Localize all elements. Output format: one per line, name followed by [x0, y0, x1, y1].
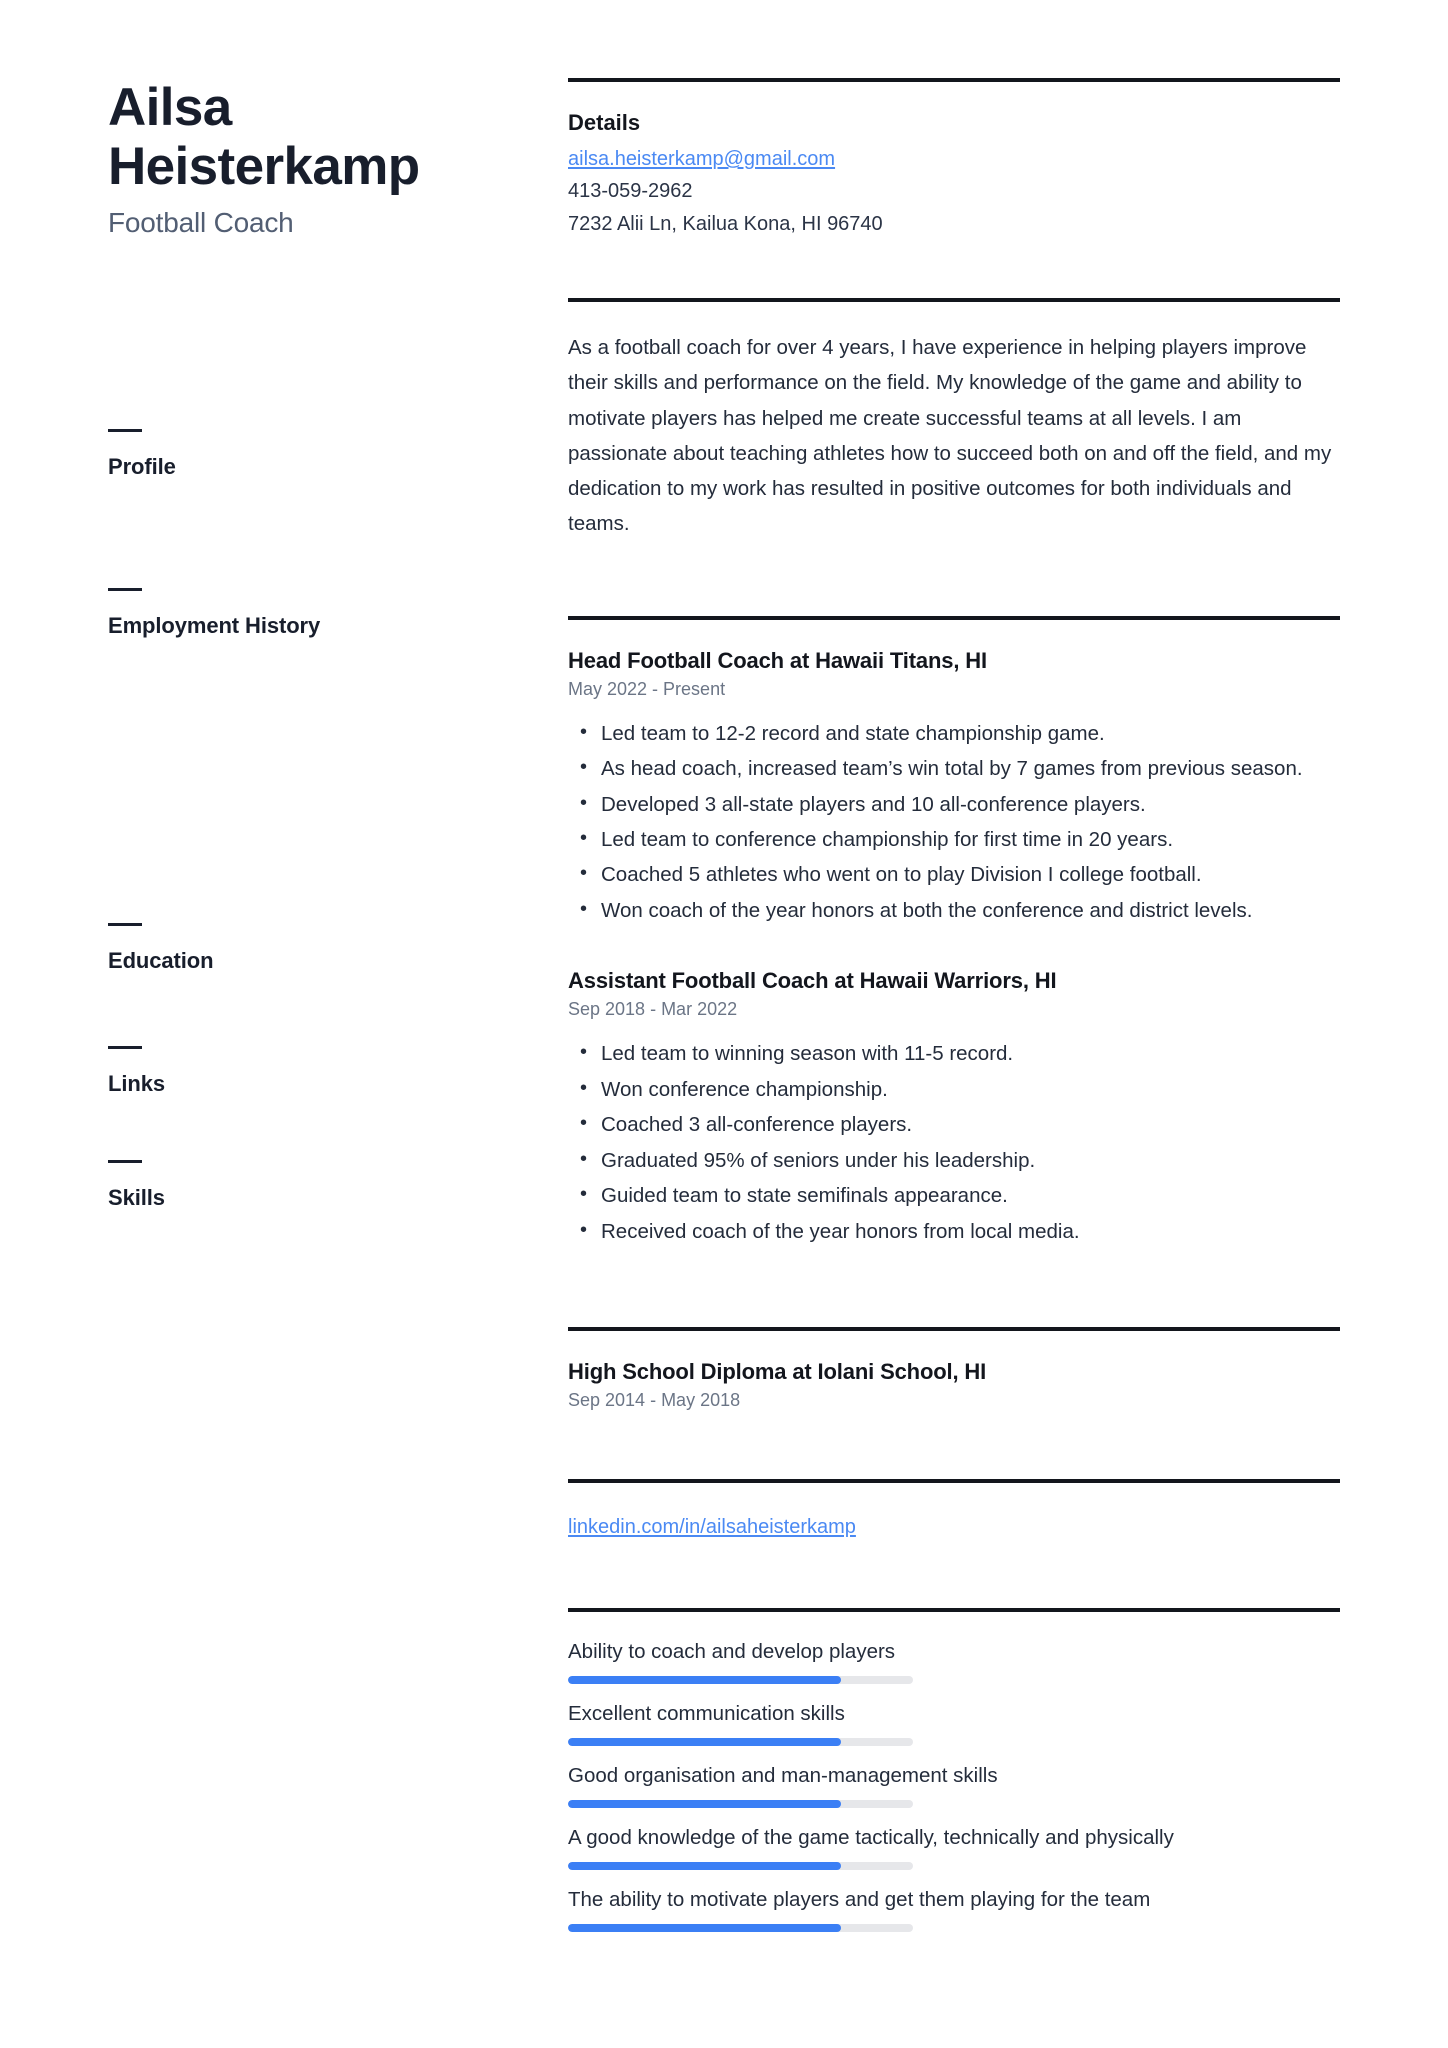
dash-icon: [108, 429, 142, 432]
linkedin-link[interactable]: [568, 1511, 1340, 1543]
skill-row: [568, 1640, 1340, 1684]
spacer: [568, 1255, 1340, 1327]
skill-progress-track: [568, 1738, 913, 1746]
list-item: • Guided team to state semifinals appearance.: [568, 1178, 1338, 1213]
education-entry: [568, 1359, 1340, 1411]
skill-progress-fill: [568, 1862, 841, 1870]
spacer: [568, 240, 1340, 298]
skill-row: [568, 1702, 1340, 1746]
sidebar-item-employment: [108, 480, 524, 639]
list-item: • Received coach of the year honors from local media.: [568, 1214, 1338, 1249]
spacer: [568, 1417, 1340, 1479]
employment-dates: May 2022 - Present: [568, 678, 726, 699]
list-item: • Developed 3 all-state players and 10 all-conference players.: [568, 787, 1338, 822]
skill-row: [568, 1764, 1340, 1808]
employment-title: Assistant Football Coach at Hawaii Warriors, HI: [568, 968, 1057, 994]
list-item: • As head coach, increased team’s win total by 7 games from previous season.: [568, 751, 1338, 786]
linkedin-link-text[interactable]: linkedin.com/in/ailsaheisterkamp: [568, 1516, 856, 1539]
skill-progress-fill: [568, 1924, 841, 1932]
skill-label: Excellent communication skills: [568, 1701, 845, 1725]
skills-section: [568, 1612, 1340, 1932]
sidebar-label-skills: Skills: [108, 1184, 165, 1210]
list-item: • Won conference championship.: [568, 1072, 1338, 1107]
sidebar-item-links: [108, 974, 524, 1097]
employment-bullets: [568, 716, 1340, 929]
profile-section: [568, 302, 1340, 542]
resume-grid: [0, 78, 1448, 1950]
skill-progress-track: [568, 1862, 913, 1870]
skill-progress-fill: [568, 1738, 841, 1746]
sidebar-item-skills: [108, 1097, 524, 1211]
skill-progress-track: [568, 1924, 913, 1932]
skill-progress-fill: [568, 1676, 841, 1684]
education-section: [568, 1331, 1340, 1411]
sidebar-item-education: [108, 639, 524, 974]
spacer: [568, 1544, 1340, 1608]
list-item: • Led team to winning season with 11-5 record.: [568, 1036, 1338, 1071]
employment-dates: Sep 2018 - Mar 2022: [568, 999, 738, 1020]
list-item: • Led team to conference championship for first time in 20 years.: [568, 822, 1338, 857]
skill-label: The ability to motivate players and get them playing for the team: [568, 1887, 1151, 1911]
sidebar-item-profile: [108, 239, 524, 480]
skill-progress-track: [568, 1800, 913, 1808]
skill-row: [568, 1888, 1340, 1932]
list-item: • Won coach of the year honors at both the conference and district levels.: [568, 893, 1338, 928]
list-item: • Coached 3 all-conference players.: [568, 1107, 1338, 1142]
sidebar-label-employment: Employment History: [108, 612, 321, 638]
dash-icon: [108, 588, 142, 591]
name-block: [108, 78, 524, 239]
job-title: Football Coach: [108, 206, 294, 238]
list-item: • Coached 5 athletes who went on to play Division I college football.: [568, 857, 1338, 892]
page-title: Ailsa Heisterkamp: [108, 78, 420, 197]
dash-icon: [108, 1046, 142, 1049]
education-title: High School Diploma at Iolani School, HI: [568, 1359, 987, 1385]
details-section: [568, 82, 1340, 240]
dash-icon: [108, 1160, 142, 1163]
email-link-text[interactable]: ailsa.heisterkamp@gmail.com: [568, 148, 836, 170]
spacer: [568, 934, 1340, 968]
spacer: [568, 542, 1340, 616]
skill-progress-track: [568, 1676, 913, 1684]
employment-bullets: [568, 1036, 1340, 1249]
education-dates: Sep 2014 - May 2018: [568, 1390, 741, 1411]
address-text: 7232 Alii Ln, Kailua Kona, HI 96740: [568, 212, 883, 235]
profile-text: As a football coach for over 4 years, I have experience in helping players improve their skills and performance on the field. My knowledge of the game and ability to motivate players has helped me create successful teams at all levels. I am passionate about teaching athletes how to succeed both on and off the field, and my dedication to my work has resulted in positive outcomes for both individuals and teams.: [568, 336, 1332, 536]
employment-section: [568, 620, 1340, 1249]
skill-label: Ability to coach and develop players: [568, 1639, 896, 1663]
employment-entry: [568, 648, 1340, 929]
phone-text: 413-059-2962: [568, 180, 693, 203]
skill-label: Good organisation and man-management skills: [568, 1763, 998, 1787]
skill-row: [568, 1826, 1340, 1870]
links-section: [568, 1483, 1340, 1543]
list-item: • Graduated 95% of seniors under his leadership.: [568, 1143, 1338, 1178]
sidebar-column: [108, 78, 568, 1950]
skill-label: A good knowledge of the game tactically, technically and physically: [568, 1825, 1174, 1849]
employment-entry: [568, 968, 1340, 1249]
dash-icon: [108, 923, 142, 926]
sidebar-label-education: Education: [108, 947, 214, 973]
skill-progress-fill: [568, 1800, 841, 1808]
details-heading: Details: [568, 110, 641, 135]
content-column: [568, 78, 1340, 1950]
email-link[interactable]: [568, 143, 1340, 175]
sidebar-label-profile: Profile: [108, 453, 176, 479]
employment-title: Head Football Coach at Hawaii Titans, HI: [568, 647, 988, 673]
sidebar-label-links: Links: [108, 1070, 165, 1096]
list-item: • Led team to 12-2 record and state championship game.: [568, 716, 1338, 751]
